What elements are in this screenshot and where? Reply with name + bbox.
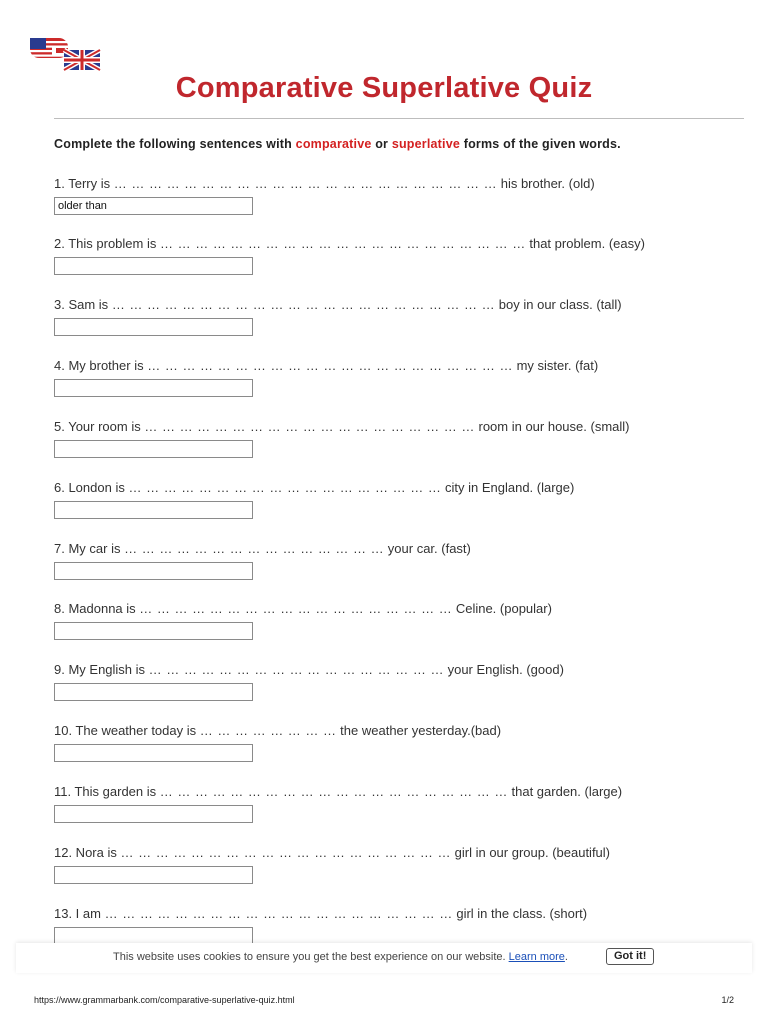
question-text (54, 296, 622, 314)
question-13 (54, 905, 587, 945)
question-prefix: 11. This garden is (54, 784, 157, 799)
question-blank: … … … … … … … … … … … … … … … … … … (139, 601, 453, 616)
question-6 (54, 479, 574, 519)
footer-page-number: 1/2 (721, 995, 734, 1005)
cookie-message: This website uses cookies to ensure you get the best experience on our website. (113, 951, 506, 963)
question-text (54, 540, 471, 558)
cookie-banner (16, 943, 752, 973)
question-blank: … … … … … … … … … … … … … … … … … … … (144, 419, 475, 434)
answer-input-3[interactable] (54, 318, 253, 336)
answer-input-9[interactable] (54, 683, 253, 701)
title-divider (54, 118, 744, 119)
question-2 (54, 235, 645, 275)
question-blank: … … … … … … … … … … … … … … … … … … … … (104, 906, 453, 921)
question-text (54, 479, 574, 497)
question-suffix: city in England. (large) (445, 480, 575, 495)
question-10 (54, 722, 501, 762)
instructions-part1: Complete the following sentences with (54, 137, 292, 151)
question-suffix: his brother. (old) (500, 176, 595, 191)
instructions-or: or (375, 137, 389, 151)
answer-input-4[interactable] (54, 379, 253, 397)
question-suffix: your English. (good) (447, 662, 564, 677)
page-title: Comparative Superlative Quiz (175, 72, 593, 104)
instructions (54, 137, 621, 151)
question-12 (54, 844, 610, 884)
question-prefix: 12. Nora is (54, 845, 117, 860)
answer-input-5[interactable] (54, 440, 253, 458)
question-text (54, 235, 645, 253)
answer-input-10[interactable] (54, 744, 253, 762)
answer-input-11[interactable] (54, 805, 253, 823)
question-text (54, 357, 598, 375)
answer-input-12[interactable] (54, 866, 253, 884)
instructions-part2: forms of the given words. (463, 137, 621, 151)
cookie-message-line (113, 951, 568, 963)
question-text (54, 905, 587, 923)
question-blank: … … … … … … … … … … … … … … … … … … … … … (159, 236, 526, 251)
question-blank: … … … … … … … … … … … … … … … (124, 541, 385, 556)
question-text (54, 722, 501, 740)
answer-input-7[interactable] (54, 562, 253, 580)
question-7 (54, 540, 471, 580)
question-1 (54, 175, 595, 215)
question-prefix: 1. Terry is (54, 176, 111, 191)
question-suffix: my sister. (fat) (516, 358, 599, 373)
answer-input-6[interactable] (54, 501, 253, 519)
question-prefix: 8. Madonna is (54, 601, 136, 616)
question-blank: … … … … … … … … (199, 723, 337, 738)
gb-flags-logo-icon[interactable] (28, 36, 102, 72)
question-suffix: the weather yesterday.(bad) (340, 723, 502, 738)
question-text (54, 418, 629, 436)
question-5 (54, 418, 629, 458)
question-suffix: Celine. (popular) (455, 601, 552, 616)
instructions-comparative: comparative (295, 137, 372, 151)
question-blank: … … … … … … … … … … … … … … … … … … (128, 480, 442, 495)
instructions-superlative: superlative (391, 137, 461, 151)
answer-input-2[interactable] (54, 257, 253, 275)
question-suffix: your car. (fast) (387, 541, 471, 556)
question-prefix: 9. My English is (54, 662, 146, 677)
question-text (54, 844, 610, 862)
question-blank: … … … … … … … … … … … … … … … … … … … … … … (111, 297, 496, 312)
learn-more-link[interactable]: Learn more (508, 951, 565, 963)
question-prefix: 7. My car is (54, 541, 121, 556)
question-prefix: 2. This problem is (54, 236, 157, 251)
question-4 (54, 357, 598, 397)
question-text (54, 661, 564, 679)
footer-url: https://www.grammarbank.com/comparative-superlative-quiz.html (34, 995, 295, 1005)
question-8 (54, 600, 552, 640)
question-blank: … … … … … … … … … … … … … … … … … (148, 662, 444, 677)
question-blank: … … … … … … … … … … … … … … … … … … … (120, 845, 452, 860)
question-suffix: girl in our group. (beautiful) (454, 845, 610, 860)
question-prefix: 13. I am (54, 906, 101, 921)
question-suffix: girl in the class. (short) (456, 906, 588, 921)
answer-input-1[interactable] (54, 197, 253, 215)
question-suffix: that garden. (large) (511, 784, 623, 799)
question-prefix: 3. Sam is (54, 297, 109, 312)
question-text (54, 175, 595, 193)
question-prefix: 10. The weather today is (54, 723, 197, 738)
answer-input-8[interactable] (54, 622, 253, 640)
question-text (54, 783, 622, 801)
question-blank: … … … … … … … … … … … … … … … … … … … … (159, 784, 508, 799)
cookie-period: . (564, 951, 568, 963)
question-blank: … … … … … … … … … … … … … … … … … … … … … (147, 358, 513, 373)
question-suffix: that problem. (easy) (529, 236, 645, 251)
question-prefix: 5. Your room is (54, 419, 141, 434)
question-text (54, 600, 552, 618)
question-prefix: 4. My brother is (54, 358, 144, 373)
question-3 (54, 296, 622, 336)
question-blank: … … … … … … … … … … … … … … … … … … … … … … (113, 176, 498, 191)
question-11 (54, 783, 622, 823)
question-prefix: 6. London is (54, 480, 125, 495)
question-suffix: room in our house. (small) (478, 419, 630, 434)
question-suffix: boy in our class. (tall) (498, 297, 622, 312)
question-9 (54, 661, 564, 701)
got-it-button[interactable]: Got it! (606, 948, 654, 965)
